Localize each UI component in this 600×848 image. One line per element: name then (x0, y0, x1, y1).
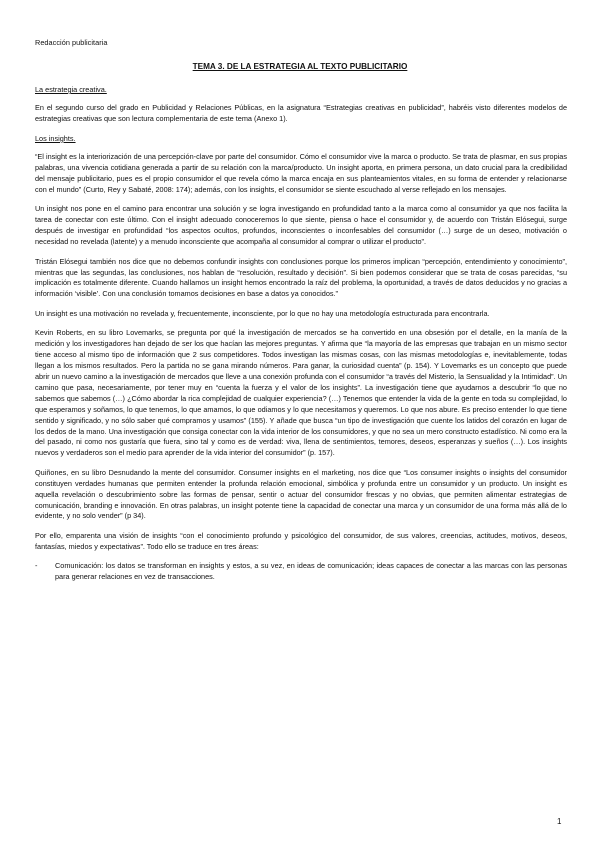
list-item-text: Comunicación: los datos se transforman en insights y estos, a su vez, en ideas de comunicación; ideas capaces de conectar a las marcas con las personas para generar relaciones en vez de transacciones. (55, 561, 567, 582)
paragraph: “El insight es la interiorización de una percepción-clave por parte del consumidor. Cómo el consumidor vive la marca o producto. Se trata de plasmar, en sus propias palabras, una vivencia cotidiana generada a partir de su relación con la marca/producto. Un insight aporta, en primera persona, un dato crucial para la credibilidad del mensaje publicitario, pues es el propio consumidor el que revela cómo la marca encaja en sus planteamientos vitales, en su forma de entender y relacionarse con el mundo” (Curto, Rey y Sabaté, 2008: 174); además, con los insights, el consumidor se siente escuchado al verse reflejado en los mensajes. (35, 152, 567, 194)
bullet-dash: - (35, 561, 38, 571)
paragraph: Un insight nos pone en el camino para encontrar una solución y se logra investigando en profundidad tanto a la marca como al consumidor ya que nos facilita la tarea de conectar con este último. Con el insight adecuado conoceremos lo que siente, piensa o hace el consumidor y, de acuerdo con Tristán Elósegui, surge después de investigar en profundidad “los aspectos ocultos, profundos, inconscientes o inconfesables del consumidor (…) surge de un deseo, motivación o necesidad no revelada (latente) y a menudo inconsciente que acompaña al consumidor al comprar o utilizar el producto”. (35, 204, 567, 247)
section-heading-estrategia: La estrategia creativa. (35, 85, 107, 94)
document-title: TEMA 3. DE LA ESTRATEGIA AL TEXTO PUBLICITARIO (192, 62, 408, 71)
paragraph: Quiñones, en su libro Desnudando la mente del consumidor. Consumer insights en el marketing, nos dice que “Los consumer insights o insights del consumidor constituyen verdades humanas que permiten entender la profunda relación emocional, simbólica y profunda entre un consumidor y un producto. Un insight es aquella revelación o descubrimiento sobre las formas de pensar, sentir o actuar del consumidor frescas y no obvias, que permiten alimentar estrategias de comunicación, branding e innovación. En otras palabras, un insight potente tiene la capacidad de conectar una marca y un consumidor de una forma más allá de lo evidente, y no solo vender” (p 34). (35, 467, 567, 521)
paragraph: Por ello, emparenta una visión de insights “con el conocimiento profundo y psicológico del consumidor, de sus valores, creencias, actitudes, motivos, deseos, fantasías, miedos y expectativas”. Todo ello se traduce en tres áreas: (35, 530, 567, 551)
running-header: Redacción publicitaria (35, 38, 108, 47)
section-heading-insights: Los insights. (35, 133, 76, 143)
list-item (35, 561, 567, 583)
paragraph: Tristán Elósegui también nos dice que no debemos confundir insights con conclusiones porque los primeros implican “percepción, entendimiento y conocimiento”, mientras que las segundas, las conclusiones, nos hablan de “resolución, resultado y decisión”. Si bien podemos considerar que se trata de cosas parecidas, “su implicación es totalmente diferente. Cuando hallamos un insight hemos encontrado la raíz del problema, la oportunidad, a través de datos deducidos y no gracias a información ‘visible’. Con una conclusión tomamos decisiones en base a datos ya conocidos.” (35, 256, 567, 299)
paragraph: Kevin Roberts, en su libro Lovemarks, se pregunta por qué la investigación de mercados se ha convertido en una obsesión por el detalle, en la manía de la medición y los investigadores han dejado de ser los que hacían las mejores preguntas. Y afirma que “la mayoría de las empresas que trabajan en un mismo sector tiene acceso al mismo tipo de información que 2 sus competidores. Todos investigan las mismas cosas, con las mismas metodologías e, inevitablemente, todas llegan a los mismos resultados. Pero la partida no se gana mirando números. Para ganar, la curiosidad cuenta” (p. 154). Y Lovemarks es un concepto que puede abrir un nuevo camino a la investigación de mercados que lleve a una conexión profunda con el consumidor “a través del Misterio, la Sensualidad y la Intimidad”. Un camino que pasa, necesariamente, por tener muy en “cuenta la fuerza y el valor de los insights”. La investigación tiene que ayudarnos a descubrir “lo que no sabemos que sabemos (…) ¿Cómo abordar la rica complejidad de cualquier experiencia? (…) Tenemos que entender la vida de la gente en toda su complejidad, lo que esperamos y soñamos, lo que tenemos, lo que amamos, lo que odiamos y lo que necesitamos y queremos. Lo que nos abure. Es preciso entender lo que tiene sentido y significado, y no sólo saber qué compramos y usamos” (155). Y añade que busca “un tipo de investigación que cuente los latidos del corazón en lugar de los dedos de la mano. Una investigación que consiga conectar con la vida interior de los consumidores, y que no sea un mero constructo estadístico. Ni como era la del pasado, ni como nos gustaría que fuera, sino tal y como es de verdad: viva, llena de sentimientos, temores, deseos, esperanzas y sueños (…). Los insights nuevos y verdaderos son el medio para aprender de la vida interior del consumidor” (p. 157). (35, 328, 567, 458)
paragraph: En el segundo curso del grado en Publicidad y Relaciones Públicas, en la asignatura “Estrategias creativas en publicidad”, habréis visto diferentes modelos de estrategias creativas que son lectura complementaria de este tema (Anexo 1). (35, 103, 567, 124)
document-body (35, 85, 567, 583)
page-number: 1 (557, 817, 562, 826)
paragraph: Un insight es una motivación no revelada y, frecuentemente, inconsciente, por lo que no hay una metodología estructurada para encontrarla. (35, 308, 490, 318)
